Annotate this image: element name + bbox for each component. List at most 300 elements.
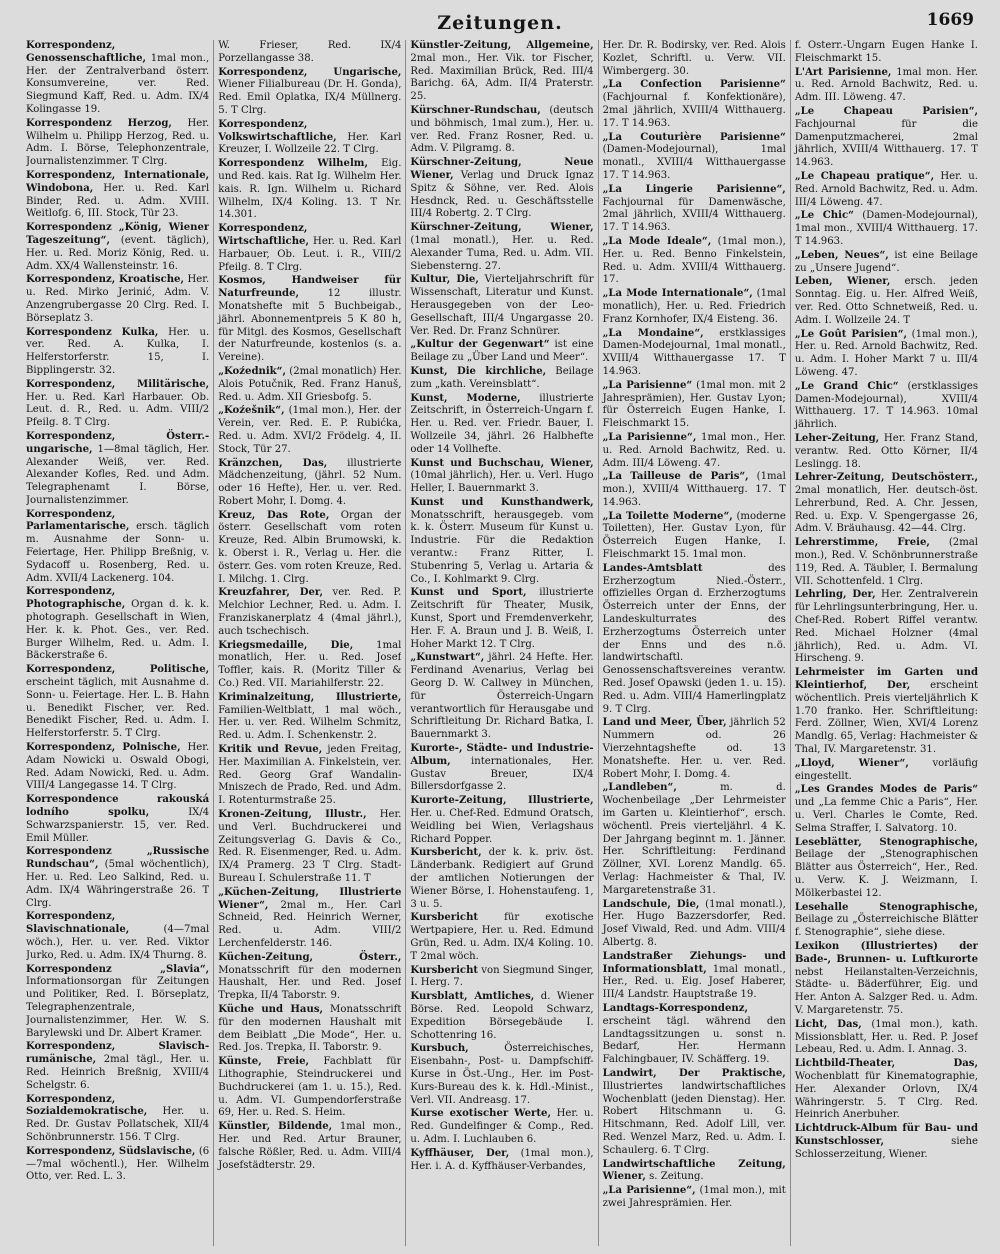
- entry-heading: Kurorte-, Städte- und Industrie-Album,: [410, 743, 594, 767]
- directory-entry: [795, 784, 978, 835]
- entry-text: Organ d. k. k. photograph. Gesellschaft in Wien, Her. k. k. Phot. Ges., ver. Red. Burger Wilhelm, Red. u. Adm. I. Bäckerstraße 6.: [26, 599, 210, 662]
- directory-entry: [603, 1068, 786, 1158]
- entry-heading: Künstler-Zeitung, Allgemeine,: [410, 40, 594, 51]
- entry-text: Her. u. Red. Gundelfinger & Comp., Red. u. Adm. I. Luchlauben 6.: [410, 1108, 594, 1145]
- text-column-1: [26, 40, 209, 1246]
- entry-heading: Kronen-Zeitung, Illustr.,: [218, 809, 367, 821]
- entry-heading: Korrespondenz Kulka,: [26, 326, 159, 338]
- entry-heading: „La Mode Internationale“,: [602, 288, 753, 300]
- entry-heading: „Le Chapeau Parisien“,: [794, 105, 979, 117]
- entry-heading: Landwirt, Der Praktische,: [602, 1067, 786, 1079]
- entry-text: Her. Zentralverein für Lehrlingsunterbringung, Her. u. Chef-Red. Robert Riffel verantw. Red. Michael Holzner (4mal jährlich), Red. u. Adm. VI. Hirscheng. 9.: [794, 589, 979, 665]
- entry-heading: Kursbericht: [410, 912, 479, 924]
- entry-heading: Kurorte-Zeitung, Illustrierte,: [410, 795, 594, 807]
- directory-entry: [26, 379, 209, 430]
- directory-entry: [218, 1056, 401, 1120]
- entry-text: (deutsch und böhmisch, 1mal zum.), Her. u. ver. Red. Franz Rosner, Red. u. Adm. V. Pilgramg. 8.: [410, 104, 594, 155]
- entry-heading: Kunst und Buchschau, Wiener,: [410, 457, 594, 469]
- entry-text: (moderne Toiletten), Her. Gustav Lyon, für Österreich Eugen Hanke, I. Fleischmarkt 15. 1mal mon.: [602, 510, 786, 561]
- directory-entry: [795, 837, 978, 901]
- directory-entry: [795, 537, 978, 588]
- directory-entry: [795, 210, 978, 248]
- directory-entry: [603, 236, 786, 287]
- entry-heading: Kursbericht,: [410, 847, 482, 859]
- entry-heading: „La Confection Parisienne“: [602, 79, 786, 91]
- entry-text: d. Wiener Börse. Red. Leopold Schwarz, Expedition Börsegebäude I. Schottenring 16.: [410, 991, 594, 1041]
- directory-entry: [218, 1004, 401, 1055]
- entry-text: Fachblatt für Lithographie, Steindruckerei und Buchdruckerei (am 1. u. 15.), Red. u. Adm. VI. Gumpendorferstraße 69, Her. u. Red. S. Heim.: [218, 1056, 402, 1119]
- directory-entry: [26, 586, 209, 663]
- entry-text: 2mal m., Her. Carl Schneid, Red. Heinrich Werner, Red. u. Adm. VIII/2 Lerchenfelderstr. 146.: [218, 899, 402, 949]
- directory-entry: [603, 717, 786, 781]
- entry-heading: L'Art Parisienne,: [794, 66, 892, 78]
- entry-heading: Kürschner-Zeitung, Wiener,: [410, 222, 594, 234]
- entry-text: 1mal mon., Her. u. Red. Arnold Bachwitz, Red. u. Adm. III/4 Löweng. 47.: [602, 431, 786, 469]
- entry-text: Fachjournal für Damenwäsche, 2mal jährlich, XVIII/4 Witthauerg. 17. T 14.963.: [602, 196, 786, 234]
- entry-text: erscheint tägl. während den Landtagssitzungen u. sonst n. Bedarf, Her. Hermann Falchingbauer, IV. Schäfferg. 19.: [602, 1015, 786, 1066]
- directory-entry: [603, 1159, 786, 1185]
- directory-entry: [410, 991, 593, 1042]
- entry-text: Informationsorgan für Zeitungen und Politiker, Red. I. Börseplatz, Telegraphenzentrale, Journalistenzimmer, Her. W. S. Barylewski und Dr. Albert Kramer.: [26, 976, 210, 1039]
- directory-entry: [795, 1123, 978, 1161]
- entry-heading: Leben, Wiener,: [794, 276, 891, 288]
- directory-entry: [603, 471, 786, 509]
- entry-heading: Kursbuch,: [410, 1043, 469, 1055]
- entry-text: Familien-Weltblatt, 1 mal wöch., Her. u. ver. Red. Wilhelm Schmitz, Red. u. Adm. I. Schenkenstr. 2.: [218, 704, 402, 742]
- entry-heading: Kosmos, Handweiser für Naturfreunde,: [218, 275, 402, 300]
- entry-heading: Kunst und Sport,: [410, 587, 527, 599]
- directory-entry: [795, 381, 978, 432]
- directory-entry: [410, 274, 593, 338]
- entry-heading: Korrespondenz, Wirtschaftliche,: [218, 223, 309, 247]
- entry-text: der k. k. priv. öst. Länderbank. Redigiert auf Grund der amtlichen Notierungen der Wiener Börse, I. Hohenstaufeng. 1, 3 u. 5.: [410, 847, 594, 910]
- entry-text: Her. und Verl. Buchdruckerei und Zeitungsverlag G. Davis & Co., Red. R. Eisenmenger, Red. u. Adm. IX/4 Pramerg. 23 T Clrg. Stadt-Bureau I. Schulerstraße 11. T: [218, 809, 402, 884]
- entry-heading: Kriminalzeitung, Illustrierte,: [218, 691, 402, 703]
- entry-heading: Küchen-Zeitung, Österr.,: [218, 951, 402, 963]
- directory-entry: [26, 118, 209, 169]
- entry-heading: Korrespondenz, Politische,: [26, 664, 210, 676]
- entry-heading: „La Parisienne“,: [602, 1185, 696, 1197]
- entry-text: Wochenblatt für Kinematographie, Her. Alexander Orlovn, IX/4 Währingerstr. 5. T Clrg. Red. Heinrich Anerbuher.: [794, 1070, 979, 1121]
- directory-entry: [603, 563, 786, 717]
- entry-text: Illustriertes landwirtschaftliches Wochenblatt (jeden Dienstag). Her. Robert Hitschmann u. G. Hitschmann, Red. Adolf Lill, ver. Red. Wenzel Marz, Red. u. Adm. I. Schaulerg. 6. T Clrg.: [602, 1080, 786, 1156]
- directory-entry: [795, 1058, 978, 1122]
- directory-entry: [218, 223, 401, 274]
- entry-heading: Korrespondenz Wilhelm,: [218, 158, 368, 170]
- entry-text: (2mal mon.), Red. V. Schönbrunnerstraße 119, Red. A. Täubler, I. Bermalung VII. Schottenfeld. 1 Clrg.: [794, 537, 979, 587]
- entry-heading: Kritik und Revue,: [218, 744, 323, 756]
- entry-heading: Kursbericht: [410, 964, 479, 976]
- directory-entry: [410, 965, 593, 991]
- entry-text: Österreichisches, Eisenbahn-, Post- u. Dampfschiff-Kurse in Öst.-Ung., Her. im Post-Kurs-Bureau des k. k. Hdl.-Minist., Verl. VII. Andreasg. 17.: [410, 1043, 594, 1106]
- directory-entry: [26, 170, 209, 221]
- directory-entry: [603, 1185, 786, 1211]
- entry-heading: Korrespondenz, Österr.-ungarische,: [26, 430, 210, 455]
- entry-heading: „La Parisienne“,: [602, 431, 697, 443]
- directory-entry: [410, 497, 593, 587]
- directory-entry: [795, 472, 978, 536]
- entry-heading: Kultur, Die,: [410, 274, 479, 286]
- directory-entry: [218, 744, 401, 808]
- directory-entry: [410, 912, 593, 963]
- entry-text: (1mal mon.), Her. u. Red. Benno Finkelstein, Red. u. Adm. XVIII/4 Witthauerg. 17.: [602, 235, 786, 286]
- entry-text: internationales, Her. Gustav Breuer, IX/4 Billersdorfgasse 2.: [410, 755, 594, 793]
- entry-text: IX/4 Schwarzspanierstr. 15, ver. Red. Emil Müller.: [26, 807, 210, 844]
- entry-heading: Landschule, Die,: [602, 898, 700, 910]
- entry-heading: Korrespondenz, Kroatische,: [26, 274, 184, 286]
- page-title: Zeitungen.: [437, 12, 563, 34]
- directory-entry: [218, 809, 401, 886]
- entry-text: Beilage zum „kath. Vereinsblatt“.: [410, 365, 594, 390]
- entry-text: (1mal mon.), Her. u. Red. Arnold Bachwitz, Red. u. Adm. I. Hoher Markt 7 u. III/4 Löweng. 47.: [794, 328, 979, 378]
- page-header: [0, 0, 1000, 38]
- entry-heading: Kunst, Die kirchliche,: [410, 365, 547, 377]
- entry-heading: Korrespondence rakouská lodního spolku,: [26, 794, 210, 819]
- entry-text: 1mal monatl., Her., Red. u. Eig. Josef Haberer, III/4 Landstr. Hauptstraße 19.: [602, 963, 786, 1001]
- entry-heading: Korrespondenz, Militärische,: [26, 378, 210, 390]
- entry-text: ist eine Beilage zu „Über Land und Meer“.: [410, 339, 594, 364]
- directory-entry: [603, 782, 786, 897]
- directory-entry: [795, 902, 978, 940]
- directory-entry: [410, 795, 593, 846]
- entry-text: 2mal monatlich, Her. deutsch-öst. Lehrerbund, Red. A. Chr. Jessen, Red. u. Exp. V. Spengergasse 26, Adm. V. Bräuhausg. 42—44. Clrg.: [794, 485, 979, 535]
- entry-heading: „La Mode Ideale“,: [602, 235, 712, 247]
- entry-text: Her. u. Chef-Red. Edmund Oratsch, Weidling bei Wien, Verlagshaus Richard Popper.: [410, 808, 594, 845]
- directory-entry: [795, 329, 978, 380]
- entry-heading: „Koźednik“,: [218, 365, 286, 377]
- entry-heading: „Küchen-Zeitung, Illustrierte Wiener“,: [218, 886, 402, 911]
- entry-heading: Landstraßer Ziehungs- und Informationsblatt,: [602, 950, 786, 975]
- entry-heading: „Koźešnik“,: [218, 405, 285, 417]
- directory-entry: [603, 328, 786, 379]
- entry-text: (1mal monatlich), Her. u. Red. Friedrich Franz Kornhofer, IX/4 Eisteng. 36.: [602, 288, 786, 325]
- entry-heading: Korrespondenz, Slavischnationale,: [26, 911, 130, 936]
- entry-heading: „Les Grandes Modes de Paris“: [794, 784, 979, 796]
- entry-text: 2mal tägl., Her. u. Red. Heinrich Breßnig, XVIII/4 Schelgstr. 6.: [26, 1054, 210, 1091]
- directory-entry: [603, 184, 786, 235]
- directory-entry: [603, 132, 786, 183]
- entry-text: Her. u. Red. Karl Harbauer, Ob. Leut. i. R., VIII/2 Pfeilg. 8. T Clrg.: [218, 235, 402, 273]
- entry-text: Her. u. Red. Dr. Gustav Pollatschek, XII/4 Schönbrunnerstr. 156. T Clrg.: [26, 1106, 210, 1143]
- entry-text: Her. Wilhelm u. Philipp Herzog, Red. u. Adm. I. Börse, Telephonzentrale, Journalistenzimmer. T Clrg.: [26, 117, 210, 168]
- entry-heading: Kyffhäuser, Der,: [410, 1147, 510, 1159]
- entry-heading: Korrespondenz „Slavia“,: [26, 963, 210, 975]
- entry-text: (4—7mal wöch.), Her. u. ver. Red. Viktor Jurko, Red. u. Adm. IX/4 Thurng. 8.: [26, 924, 210, 961]
- entry-heading: Korrespondenz, Ungarische,: [218, 66, 402, 78]
- directory-entry: [603, 951, 786, 1002]
- entry-text: Fachjournal für die Damenputzmacherei, 2mal jährlich, XVIII/4 Witthauerg. 17. T 14.963.: [794, 118, 979, 169]
- directory-entry: [218, 1121, 401, 1172]
- entry-text: (6—7mal wöchentl.), Her. Wilhelm Otto, ver. Red. L. 3.: [26, 1145, 210, 1183]
- directory-entry: [795, 40, 978, 66]
- entry-heading: „Le Chapeau pratique“,: [794, 170, 935, 182]
- entry-text: Her. Adam Nowicki u. Oswald Obogi, Red. Adam Nowicki, Red. u. Adm. VIII/4 Langegasse 14. T Clrg.: [26, 742, 210, 792]
- entry-heading: Lehrer-Zeitung, Deutschösterr.,: [794, 472, 979, 484]
- entry-heading: Kürschner-Rundschau,: [410, 104, 541, 116]
- entry-heading: „La Toilette Moderne“,: [602, 510, 733, 522]
- entry-text: (erstklassiges Damen-Modejournal), XVIII/4 Witthauerg. 17. T 14.963. 10mal jährlich.: [794, 380, 979, 431]
- entry-text: ist eine Beilage zu „Unsere Jugend“.: [794, 249, 978, 274]
- directory-entry: [410, 587, 593, 651]
- text-columns: [26, 40, 978, 1246]
- entry-text: 1mal mon., Her. und Red. Artur Brauner, falsche Rößler, Red. u. Adm. VIII/4 Josefstädterstr. 29.: [218, 1121, 402, 1171]
- entry-text: und „La femme Chic a Paris“, Her. u. Verl. Charles le Comte, Red. Selma Straffer, I. Salvatorg. 10.: [794, 797, 979, 834]
- directory-entry: [795, 589, 978, 666]
- entry-text: (1mal mon.), kath. Missionsblatt, Her. u. Red. P. Josef Lebeau, Red. u. Adm. I. Annag. 3.: [794, 1018, 979, 1056]
- entry-text: vorläufig eingestellt.: [794, 757, 979, 782]
- directory-entry: [795, 758, 978, 784]
- entry-heading: „La Tailleuse de Paris“,: [602, 471, 749, 483]
- entry-heading: Korrespondenz Herzog,: [26, 117, 172, 129]
- entry-text: W. Frieser, Red. IX/4 Porzellangasse 38.: [218, 40, 402, 64]
- text-column-2: [213, 40, 401, 1246]
- directory-entry: [603, 899, 786, 950]
- directory-entry: [410, 40, 593, 104]
- entry-heading: „La Couturière Parisienne“: [602, 131, 786, 143]
- entry-text: illustrierte Zeitschrift, in Österreich-Ungarn f. Her. u. Red. ver. Friedr. Bauer, I. Wollzeile 34, jährl. 26 Halbhefte oder 14 Vollhefte.: [410, 392, 594, 455]
- entry-heading: Korrespondenz, Photographische,: [26, 586, 126, 611]
- entry-heading: Korrespondenz, Genossenschaftliche,: [26, 40, 147, 64]
- directory-entry: [410, 393, 593, 457]
- entry-heading: Kurse exotischer Werte,: [410, 1108, 551, 1120]
- page-number: 1669: [926, 10, 974, 30]
- entry-text: illustrierte Zeitschrift für Theater, Musik, Kunst, Sport und Fremdenverkehr, Her. F. A. Braun und J. B. Weiß, I. Hoher Markt 12. T Clrg.: [410, 587, 594, 650]
- entry-text: Verlag und Druck Ignaz Spitz & Söhne, ver. Red. Alois Hesdnck, Red. u. Geschäftsstelle III/4 Robertg. 2. T Clrg.: [410, 169, 594, 220]
- directory-entry: [795, 171, 978, 209]
- entry-text: jährl. 24 Hefte. Her. Ferdinand Avenarius, Verlag bei Georg D. W. Callwey in München, für Österreich-Ungarn verantwortlich für Herausgabe und Schriftleitung Dr. Richard Batka, I. Bauernmarkt 3.: [410, 652, 594, 741]
- directory-entry: [26, 911, 209, 962]
- entry-heading: Lehrmeister im Garten und Kleintierhof, Der,: [794, 667, 979, 692]
- entry-heading: Lehrling, Der,: [794, 589, 876, 601]
- entry-heading: Lehrerstimme, Freie,: [794, 537, 930, 549]
- entry-heading: Künste, Freie,: [218, 1056, 310, 1068]
- directory-entry: [26, 509, 209, 586]
- directory-entry: [410, 1148, 593, 1174]
- entry-text: (Fachjournal f. Konfektionäre), 2mal jährlich, XVIII/4 Witthauerg. 17. T 14.963.: [602, 92, 786, 129]
- directory-entry: [218, 458, 401, 509]
- entry-text: (1mal mon.), XVIII/4 Witthauerg. 17. T 14.963.: [602, 471, 786, 508]
- entry-text: (5mal wöchentlich), Her. u. Red. Leo Salkind, Red. u. Adm. IX/4 Währingerstraße 26. T Clrg.: [26, 859, 210, 909]
- directory-entry: [26, 794, 209, 845]
- entry-heading: „Kultur der Gegenwart“: [410, 339, 550, 351]
- entry-text: Monatsschrift, herausgegeb. vom k. k. Österr. Museum für Kunst u. Industrie. Für die Redaktion verantw.: Franz Ritter, I. Stubenring 5, Verlag u. Artaria & Co., I. Kohlmarkt 9. Clrg.: [410, 509, 594, 585]
- directory-entry: [410, 1043, 593, 1107]
- entry-text: (event. täglich), Her. u. Red. Moriz König, Red. u. Adm. XX/4 Wallensteinstr. 16.: [26, 234, 210, 272]
- entry-text: (1mal mon. mit 2 Jahresprämien), Her. Gustav Lyon; für Österreich Eugen Hanke, I. Fleischmarkt 15.: [602, 379, 786, 430]
- entry-heading: Kreuz, Das Rote,: [218, 509, 330, 521]
- directory-entry: [26, 1146, 209, 1184]
- directory-entry: [795, 433, 978, 471]
- directory-entry: [410, 339, 593, 365]
- entry-text: 1mal mon., Her. der Zentralverband österr. Konsumvereine, ver. Red. Siegmund Kaff, Red. u. Adm. IX/4 Kolingasse 19.: [26, 52, 210, 115]
- entry-text: 12 illustr. Monatshefte mit 5 Buchbeigab., jährl. Abonnementpreis 5 K 80 h, für Mitgl. des Kosmos, Gesellschaft der Naturfreunde, kostenlos (s. a. Vereine).: [218, 288, 402, 364]
- entry-text: Eig. und Red. kais. Rat Ig. Wilhelm Her. kais. R. Ign. Wilhelm u. Richard Wilhelm, IX/4 Koling. 13. T Nr. 14.301.: [218, 158, 402, 221]
- directory-entry: [218, 510, 401, 587]
- entry-text: Her. Franz Stand, verantw. Red. Otto Körner, II/4 Leslingg. 18.: [794, 432, 979, 470]
- directory-entry: [26, 1041, 209, 1092]
- directory-entry: [26, 274, 209, 325]
- entry-heading: Kursblatt, Amtliches,: [410, 991, 535, 1003]
- directory-entry: [410, 157, 593, 221]
- entry-text: Her. u. Red. Karl Harbauer. Ob. Leut. d. R., Red. u. Adm. VIII/2 Pfeilg. 8. T Clrg.: [26, 391, 210, 429]
- entry-text: m. d. Wochenbeilage „Der Lehrmeister im Garten u. Kleintierhof“, ersch. wöchentl. Preis vierteljährl. 4 K. Der Jahrgang beginnt m. 1. Jänner. Her. Schriftleitung: Ferdinand Zöllner, XVI. Lorenz Mandlg. 65. Verlag: Hachmeister & Thal, IV. Margaretenstraße 31.: [602, 782, 786, 896]
- directory-entry: [603, 380, 786, 431]
- directory-entry: [218, 405, 401, 456]
- entry-text: nebst Heilanstalten-Verzeichnis, Städte- u. Bäderführer, Eig. und Her. Anton A. Salzger Red. u. Adm. V. Margaretenstr. 75.: [794, 966, 979, 1016]
- directory-entry: [26, 431, 209, 508]
- entry-heading: Landes-Amtsblatt: [602, 562, 703, 574]
- entry-heading: Küche und Haus,: [218, 1003, 324, 1015]
- directory-entry: [410, 847, 593, 911]
- directory-entry: [218, 952, 401, 1003]
- directory-entry: [26, 846, 209, 910]
- entry-text: 1mal monatlich, Her. u. Red. Josef Toffler, kais. R. (Moritz Tiller & Co.) Red. VII. Mariahilferstr. 22.: [218, 639, 402, 690]
- entry-text: erscheint täglich, mit Ausnahme d. Sonn- u. Feiertage. Her. L. B. Hahn u. Benedikt Fischer, ver. Red. Benedikt Fischer, Red. u. Adm. I. Helferstorferstr. 5. T Clrg.: [26, 677, 210, 740]
- entry-text: Beilage der „Stenographischen Blätter aus Österreich“, Her., Red. u. Verw. K. J. Weizmann, I. Mölkerbastei 12.: [794, 849, 979, 899]
- entry-text: Her. Karl Kreuzer, I. Wollzeile 22. T Clrg.: [218, 131, 402, 156]
- entry-heading: „La Lingerie Parisienne“,: [602, 183, 786, 195]
- entry-text: 1—8mal täglich, Her. Alexander Weiß, ver. Red. Alexander Kofles, Red. und Adm. Telegraphenamt I. Börse, Journalistenzimmer.: [26, 443, 210, 506]
- entry-heading: Korrespondenz, Volkswirtschaftliche,: [218, 118, 337, 143]
- directory-entry: [218, 366, 401, 404]
- directory-entry: [218, 67, 401, 118]
- directory-entry: [410, 743, 593, 794]
- entry-text: (1mal mon.), mit zwei Jahresprämien. Her.: [602, 1185, 786, 1209]
- entry-text: Her. u. Red. Karl Binder, Red. u. Adm. XVIII. Weitlofg. 6, III. Stock, Tür 23.: [26, 182, 210, 220]
- entry-heading: Korrespondenz, Südslavische,: [26, 1145, 196, 1157]
- directory-entry: [410, 652, 593, 742]
- entry-heading: „Le Chic“: [794, 210, 854, 222]
- entry-text: ersch. täglich m. Ausnahme der Sonn- u. Feiertage, Her. Philipp Breßnig, v. Sydacoff u. Rosenberg, Red. u. Adm. XVII/4 Lackenerg. 104.: [26, 521, 210, 584]
- entry-heading: „Le Grand Chic“: [794, 380, 899, 392]
- entry-heading: Landwirtschaftliche Zeitung, Wiener,: [602, 1158, 786, 1183]
- entry-heading: Kunst, Moderne,: [410, 392, 521, 404]
- entry-text: (2mal monatlich) Her. Alois Potučnik, Red. Franz Hanuš, Red. u. Adm. XII Griesbofg. 5.: [218, 365, 402, 403]
- entry-heading: Korrespondenz „Russische Rundschau“,: [26, 846, 210, 871]
- entry-text: Vierteljahrschrift für Wissenschaft, Literatur und Kunst. Herausgegeben von der Leo-Gesellschaft, III/4 Ungargasse 20. Ver. Red. Dr. Franz Schnürer.: [410, 274, 594, 337]
- entry-heading: „La Parisienne“: [602, 379, 693, 391]
- entry-heading: Leseblätter, Stenographische,: [794, 836, 979, 848]
- directory-entry: [410, 105, 593, 156]
- text-column-4: [598, 40, 786, 1246]
- directory-entry: [26, 1094, 209, 1145]
- entry-text: (10mal jährlich), Her. u. Verl. Hugo Heller, I. Bauernmarkt 3.: [410, 470, 594, 495]
- directory-entry: [603, 40, 786, 78]
- entry-text: (1mal monatl.), Her. u. Red. Alexander Tuma, Red. u. Adm. VII. Siebensterng. 27.: [410, 234, 594, 272]
- entry-heading: „Landleben“,: [602, 782, 677, 794]
- entry-heading: Land und Meer, Über,: [602, 717, 727, 729]
- entry-text: (Damen-Modejournal), 1mal monatl., XVIII/4 Witthauergasse 17. T 14.963.: [602, 144, 786, 181]
- entry-text: Monatsschrift für den modernen Haushalt mit dem Beiblatt „Die Mode“, Her. u. Red. Jos. Trepka, II. Taborstr. 9.: [218, 1003, 402, 1054]
- entry-heading: Kürschner-Zeitung, Neue Wiener,: [410, 157, 594, 181]
- directory-entry: [795, 1019, 978, 1057]
- entry-text: Organ der österr. Gesellschaft vom roten Kreuze, Red. Albin Brumowski, k. k. Oberst i. R., Verlag u. Her. die österr. Ges. vom roten Kreuze, Red. I. Milchg. 1. Clrg.: [218, 509, 402, 585]
- directory-entry: [218, 640, 401, 691]
- entry-text: Monatsschrift für den modernen Haushalt, Her. und Red. Josef Trepka, II/4 Taborstr. 9.: [218, 964, 402, 1002]
- entry-text: Her. Dr. R. Bodirsky, ver. Red. Alois Kozlet, Schriftl. u. Verw. VII. Wimbergerg. 30.: [602, 40, 786, 77]
- entry-heading: Licht, Das,: [794, 1018, 862, 1030]
- directory-entry: [218, 119, 401, 157]
- directory-entry: [218, 275, 401, 365]
- entry-text: 1mal mon. Her. u. Red. Arnold Bachwitz, Red. u. Adm. III. Löweng. 47.: [794, 66, 979, 104]
- directory-entry: [603, 288, 786, 326]
- directory-entry: [26, 664, 209, 741]
- entry-heading: Künstler, Bildende,: [218, 1121, 333, 1133]
- directory-entry: [410, 1108, 593, 1146]
- directory-entry: [218, 587, 401, 638]
- directory-entry: [218, 158, 401, 222]
- entry-heading: Korrespondenz, Internationale, Windobona,: [26, 169, 210, 194]
- entry-text: erstklassiges Damen-Modejournal, 1mal monatl., XVIII/4 Witthauergasse 17. T 14.963.: [602, 327, 786, 377]
- entry-text: Her. u. Red. Mirko Jerinić, Adm. V. Anzengrubergasse 20 Clrg. Red. I. Börseplatz 3.: [26, 274, 210, 324]
- entry-heading: Leher-Zeitung,: [794, 432, 880, 444]
- entry-text: für exotische Wertpapiere, Her. u. Red. Edmund Grün, Red. u. Adm. IX/4 Koling. 10. T 2mal wöch.: [410, 912, 594, 962]
- directory-entry: [795, 667, 978, 757]
- entry-heading: Kränzchen, Das,: [218, 457, 328, 469]
- entry-heading: Landtags-Korrespondenz,: [602, 1002, 748, 1014]
- entry-heading: Lesehalle Stenographische,: [794, 901, 979, 913]
- entry-text: 2mal mon., Her. Vik. tor Fischer, Red. Maximilian Brück, Red. III/4 Barichg. 6A, Adm. II/4 Praterstr. 25.: [410, 52, 594, 103]
- directory-entry: [26, 222, 209, 273]
- directory-entry: [603, 432, 786, 470]
- entry-text: illustrierte Mädchenzeitung, (jährl. 52 Num. oder 16 Hefte), Her. u. ver. Red. Robert Mohr, I. Domg. 4.: [218, 457, 402, 507]
- entry-heading: Korrespondenz „König, Wiener Tageszeitung“,: [26, 222, 210, 246]
- entry-heading: Korrespondenz, Slavisch-rumänische,: [26, 1041, 210, 1066]
- directory-entry: [218, 887, 401, 951]
- directory-entry: [603, 511, 786, 562]
- entry-text: (1mal mon.), Her. i. A. d. Kyffhäuser-Verbandes,: [410, 1147, 594, 1172]
- directory-entry: [603, 1003, 786, 1067]
- entry-text: jährlich 52 Nummern od. 26 Vierzehntagshefte od. 13 Monatshefte. Her. u. ver. Red. Robert Mohr, I. Domg. 4.: [602, 717, 786, 780]
- entry-heading: Kunst und Kunsthandwerk,: [410, 496, 594, 508]
- entry-heading: Kreuzfahrer, Der,: [218, 587, 323, 599]
- text-column-5: [790, 40, 978, 1246]
- entry-text: siehe Schlosserzeitung, Wiener.: [794, 1135, 979, 1160]
- entry-heading: Lexikon (Illustriertes) der Bade-, Brunnen- u. Luftkurorte: [794, 940, 979, 965]
- entry-text: f. Österr.-Ungarn Eugen Hanke I. Fleischmarkt 15.: [794, 40, 979, 64]
- directory-entry: [26, 964, 209, 1041]
- directory-entry: [795, 941, 978, 1018]
- entry-text: Her. u. ver. Red. A. Kulka, I. Helferstorferstr. 15, I. Bipplingerstr. 32.: [26, 326, 210, 376]
- entry-text: ver. Red. P. Melchior Lechner, Red. u. Adm. I. Franziskanerplatz 4 (4mal jährl.), auch tschechisch.: [218, 587, 402, 637]
- directory-entry: [603, 79, 786, 130]
- entry-heading: „Le Goût Parisien“,: [794, 328, 908, 340]
- entry-text: von Siegmund Singer, I. Herg. 7.: [410, 964, 594, 989]
- entry-heading: „Lloyd, Wiener“,: [794, 757, 909, 769]
- entry-text: (Damen-Modejournal), 1mal mon., XVIII/4 Witthauerg. 17. T 14.963.: [794, 210, 979, 247]
- entry-heading: Kriegsmedaille, Die,: [218, 639, 354, 651]
- entry-text: Her. u. Red. Arnold Bachwitz, Red. u. Adm. III/4 Löweng. 47.: [794, 170, 979, 208]
- directory-entry: [410, 366, 593, 392]
- entry-text: erscheint wöchentlich. Preis vierteljährlich K 1.70 franko. Her. Schriftleitung: Ferd. Zöllner, Wien, XVI/4 Lorenz Mandlg. 65, Verlag: Hachmeister & Thal, IV. Margaretenstr. 31.: [794, 680, 979, 756]
- directory-entry: [410, 222, 593, 273]
- entry-heading: Lichtdruck-Album für Bau- und Kunstschlosser,: [794, 1123, 979, 1147]
- directory-entry: [410, 458, 593, 496]
- directory-entry: [795, 250, 978, 276]
- entry-heading: „Leben, Neues“,: [794, 249, 889, 261]
- entry-text: (1mal monatl.), Her. Hugo Bazzersdorfer, Red. Josef Viwald, Red. und Adm. VIII/4 Albertg. 8.: [602, 898, 786, 948]
- text-column-3: [405, 40, 593, 1246]
- entry-text: des Erzherzogtum Nied.-Österr., offizielles Organ d. Erzherzogtums Österreich unter der Enns, der Landeskulturrates des Erzherzogtums Österreich unter der Enns und des n.ö. landwirtschaftl. Genossenschaftsvereines verantw. Red. Josef Opawski (jeden 1. u. 15). Red. u. Adm. VIII/4 Hamerlingplatz 9. T Clrg.: [602, 562, 786, 715]
- entry-heading: Korrespondenz, Polnische,: [26, 742, 181, 754]
- entry-heading: „Kunstwart“,: [410, 652, 485, 664]
- entry-text: Wiener Filialbureau (Dr. H. Gonda), Red. Emil Oplatka, IX/4 Müllnerg. 5. T Clrg.: [218, 79, 402, 116]
- entry-heading: „La Mondaine“,: [602, 327, 704, 339]
- directory-entry: [795, 276, 978, 327]
- entry-text: jeden Freitag, Her. Maximilian A. Finkelstein, ver. Red. Georg Graf Wandalin-Mniszech de Prado, Red. und Adm. I. Rotenturmstraße 25.: [218, 744, 402, 807]
- directory-entry: [795, 67, 978, 105]
- entry-heading: Lichtbild-Theater, Das,: [794, 1058, 979, 1070]
